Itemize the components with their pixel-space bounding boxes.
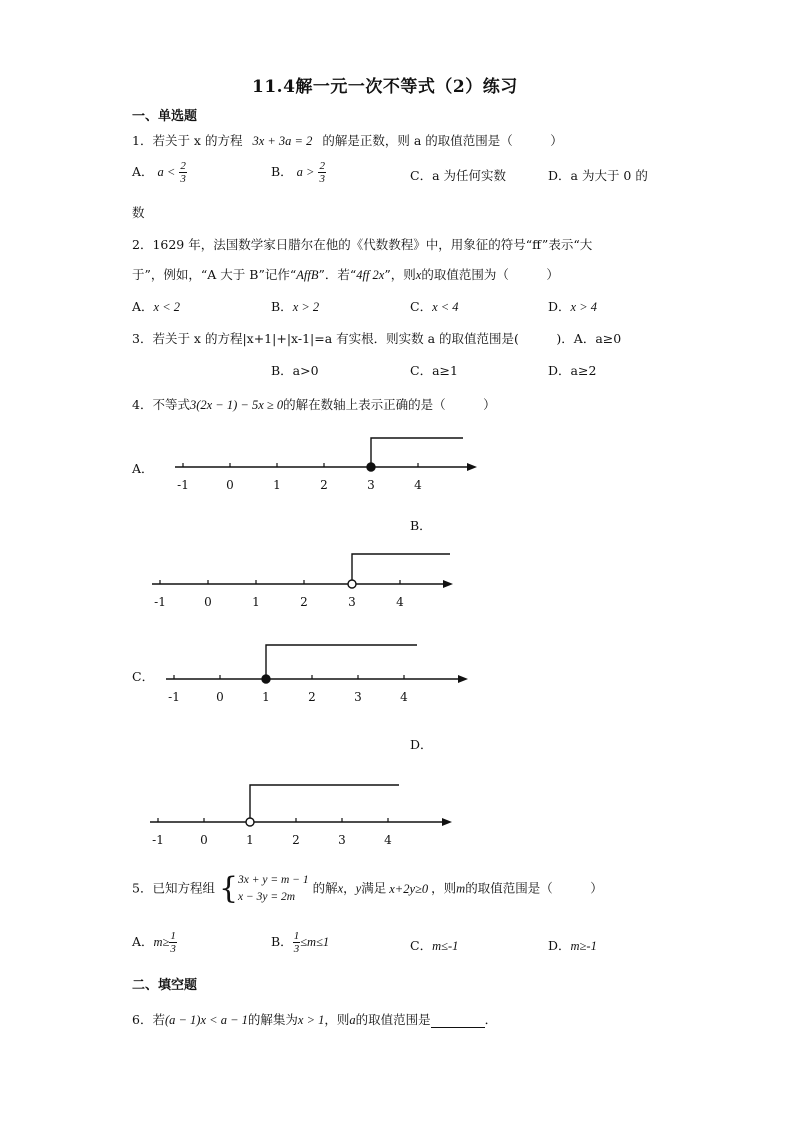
tick-label: 3 [348,595,356,609]
option-label: B． [271,299,293,314]
tick-label: -1 [168,690,180,704]
q2-text-2: ”．若“ [318,267,357,282]
option-value: m≥-1 [570,939,597,953]
q6-answer-blank[interactable] [431,1015,485,1028]
tick-label: 4 [396,595,404,609]
section-heading-fill-blank: 二、填空题 [132,978,198,993]
fraction-numerator: 1 [170,930,176,942]
q4-option-c-label[interactable]: C． [132,669,155,684]
q1-option-c[interactable]: C．a 为任何实数 [410,168,506,183]
q4-inequality: 3(2x − 1) − 5x ≥ 0 [189,398,284,412]
q1-option-b-expr: a > [296,165,315,179]
fraction-denominator: 3 [293,943,300,955]
left-brace-icon: { [218,871,239,906]
q5-var-y: y [355,881,362,896]
question-2-line-1: 2．1629 年，法国数学家日腊尔在他的《代数教程》中，用象征的符号“ff”表示“大 [132,237,593,252]
tick-label: 3 [354,690,362,704]
question-6-stem [132,1010,497,1028]
tick-label: 1 [246,833,254,847]
q6-text: 6．若 [132,1012,165,1027]
tick-label: 2 [300,595,308,609]
q4-option-b-label[interactable]: B． [410,518,432,533]
q4-text-2: 的解在数轴上表示正确的是（ ） [283,397,496,412]
q1-equation: 3x + 3a = 2 [252,134,313,148]
q6-text-2: 的解集为 [247,1012,298,1027]
tick-label: 3 [338,833,346,847]
q5-option-a[interactable] [132,930,177,955]
q1-stem-text-2: 的解是正数，则 a 的取值范围是（ ） [322,133,563,148]
q2-text-3: ”，则 [384,267,416,282]
q6-solution: x > 1 [297,1013,325,1027]
q5-condition: x+2y≥0 [389,881,429,896]
q1-option-a-expr: a < [157,165,176,179]
q2-variable: x [415,268,422,282]
q5-text-2: 的解 [312,880,338,896]
tick-label: -1 [152,833,164,847]
q2-text-4: 的取值范围为（ ） [421,267,559,282]
q6-inequality: (a − 1)x < a − 1 [164,1013,248,1027]
q6-variable: a [349,1013,356,1027]
option-value: x < 4 [432,300,459,314]
q4-option-a-label[interactable]: A． [132,461,154,476]
q1-stem-text: 1．若关于 x 的方程 [132,133,243,148]
tick-label: -1 [154,595,166,609]
tick-label: 0 [226,478,234,492]
tick-label: 0 [216,690,224,704]
q2-symbol-example: AffB [296,268,319,282]
q5-equation-system [219,872,309,906]
q5-text-4: ，则 [431,880,457,896]
option-label: C． [410,299,433,314]
fraction-numerator: 1 [293,930,300,942]
q5-comma: ， [343,880,356,896]
option-label: A． [132,934,154,949]
page-title: 11.4解一元一次不等式（2）练习 [252,77,518,97]
q1-option-b-label: B． [271,164,293,179]
q5-text: 5．已知方程组 [132,880,215,896]
tick-label: 0 [204,595,212,609]
q5-equation-2: x − 3y = 2m [238,891,296,903]
q1-option-a-label: A． [132,164,154,179]
tick-label: 4 [414,478,422,492]
q6-text-4: 的取值范围是 [355,1012,431,1027]
q2-symbol-condition: 4ff 2x [356,268,385,282]
option-value: x < 2 [153,300,181,314]
option-value: x > 2 [292,300,320,314]
option-label: B． [271,934,293,949]
tick-label: 1 [252,595,260,609]
q3-option-d[interactable]: D．a≥2 [548,363,597,378]
q5-option-b[interactable] [271,930,329,955]
option-label: A． [132,299,154,314]
q4-text: 4．不等式 [132,397,190,412]
tick-label: 1 [262,690,270,704]
q2-text: 于”，例如，“A 大于 B”记作“ [132,267,297,282]
tick-label: 2 [320,478,328,492]
tick-label: 2 [308,690,316,704]
fraction-numerator: 2 [180,160,186,172]
tick-label: 1 [273,478,281,492]
q5-option-c[interactable] [410,936,458,954]
open-point-icon [246,818,254,826]
q5-text-5: 的取值范围是（ ） [465,880,603,896]
tick-label: 4 [384,833,392,847]
question-3-stem: 3．若关于 x 的方程|x+1|+|x-1|=a 有实根．则实数 a 的取值范围是( )．A．a≥0 [132,331,622,346]
option-value: m≤-1 [432,939,459,953]
q1-option-d-continued: 数 [132,205,145,220]
fraction-numerator: 2 [319,160,325,172]
section-heading-single-choice: 一、单选题 [132,109,198,124]
solution-ray [250,785,399,822]
q3-option-c[interactable]: C．a≥1 [410,363,458,378]
option-label: D． [548,299,571,314]
option-label: D． [548,938,571,953]
q6-period: ． [484,1012,498,1027]
option-value: x > 4 [570,300,598,314]
question-5-stem [132,872,603,906]
tick-label: 0 [200,833,208,847]
tick-label: 4 [400,690,408,704]
q1-option-d[interactable]: D．a 为大于 0 的 [548,168,648,183]
fraction-denominator: 3 [170,943,176,955]
q5-var-x: x [337,881,344,896]
q4-option-d-label[interactable]: D． [410,737,433,752]
option-value: m≥ [153,935,170,949]
option-label: C． [410,938,433,953]
q5-equation-1: 3x + y = m − 1 [238,874,309,886]
q5-option-d[interactable] [548,936,597,954]
q5-text-3: 满足 [361,880,387,896]
tick-label: 2 [292,833,300,847]
fraction-denominator: 3 [319,173,325,185]
option-value: ≤m≤1 [300,935,330,949]
q6-text-3: ，则 [324,1012,350,1027]
tick-label: 3 [367,478,375,492]
tick-label: -1 [177,478,189,492]
q3-option-b[interactable]: B．a>0 [271,363,319,378]
q5-var-m: m [456,881,466,896]
arrow-right-icon [442,818,452,826]
option-fraction [169,930,177,955]
fraction-denominator: 3 [180,173,186,185]
